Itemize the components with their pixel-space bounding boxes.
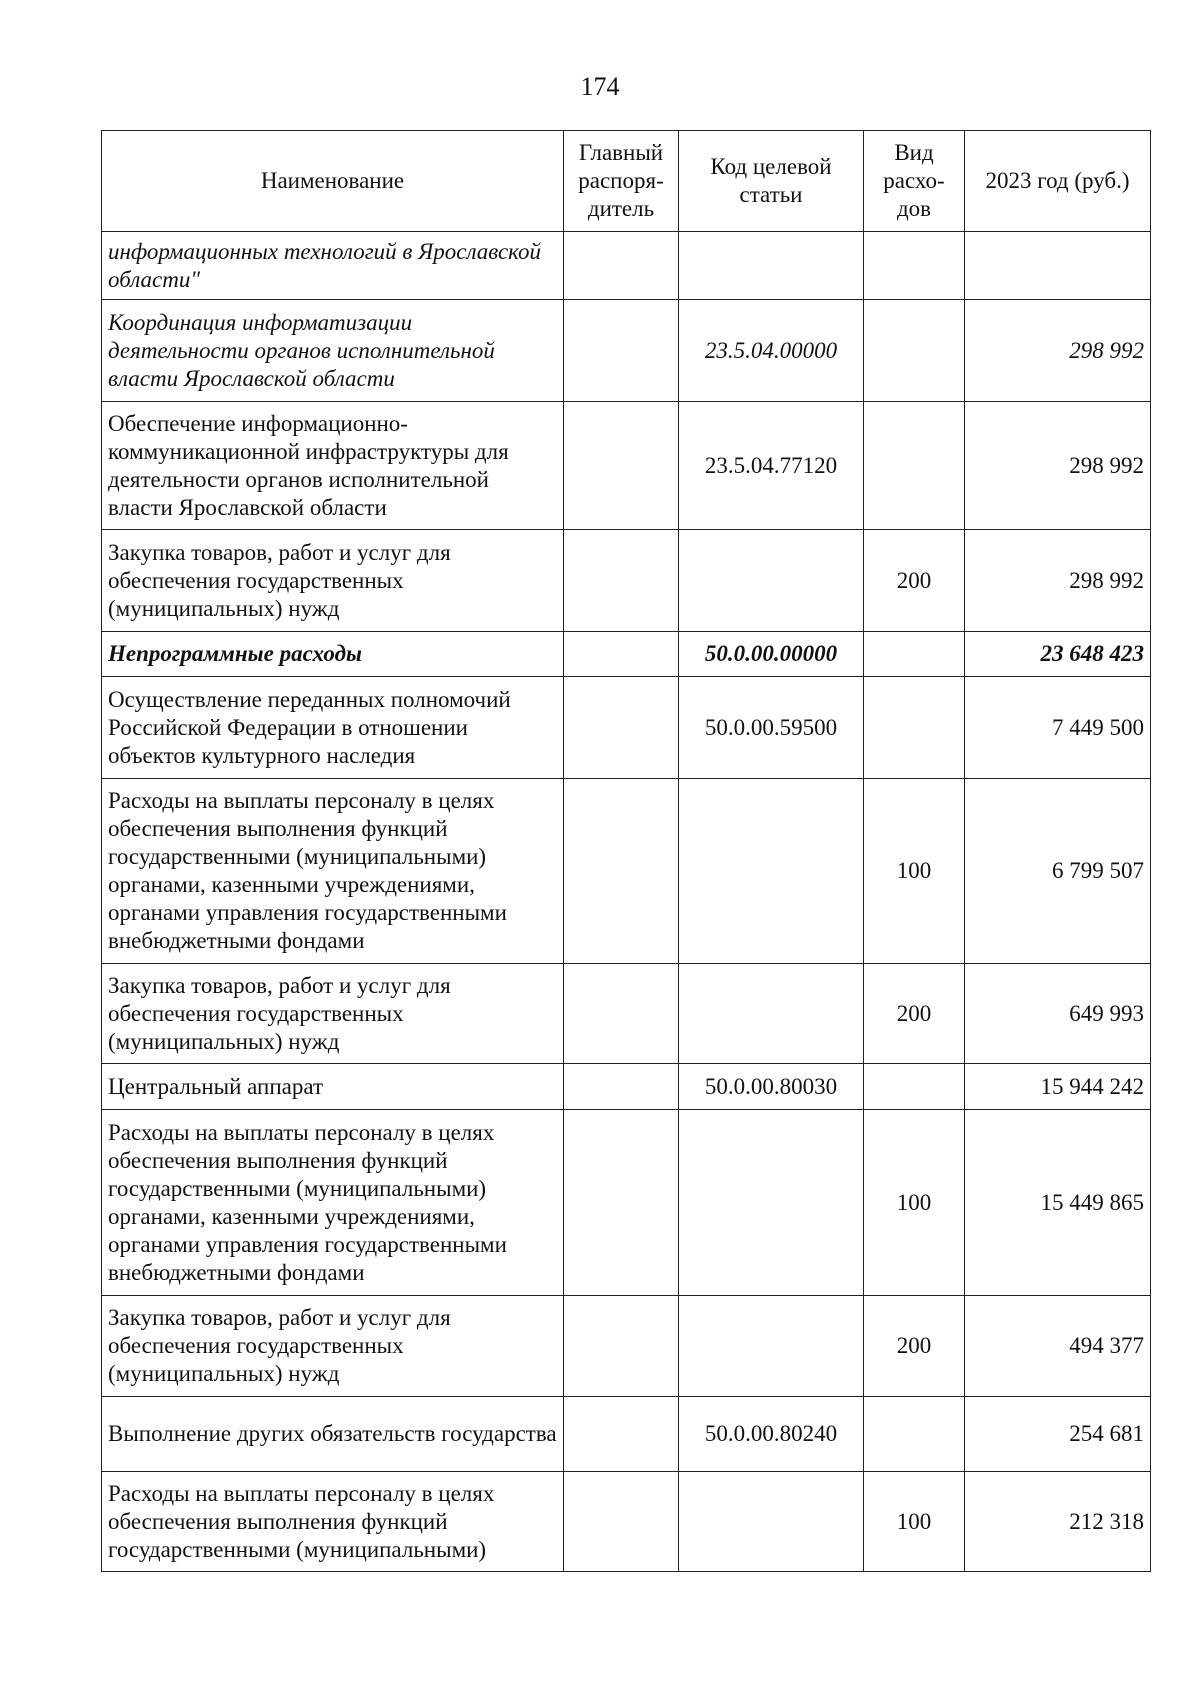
row-code [679,1110,864,1296]
table-row [102,402,1151,530]
row-name: Непрограммные расходы [102,632,564,677]
row-vid [864,632,965,677]
row-name: Расходы на выплаты персоналу в целях обеспечения выполнения функций государственными (муниципальными) [102,1472,564,1572]
header-code: Код целевой статьи [679,131,864,232]
row-admin [564,779,679,964]
row-amount: 494 377 [965,1296,1151,1397]
budget-table [101,130,1151,1572]
row-admin [564,530,679,632]
table-row [102,779,1151,964]
row-admin [564,232,679,300]
row-amount: 7 449 500 [965,677,1151,779]
row-name: Выполнение других обязательств государства [102,1397,564,1472]
table-row [102,964,1151,1064]
row-admin [564,964,679,1064]
row-code [679,1296,864,1397]
row-vid: 200 [864,964,965,1064]
row-admin [564,1472,679,1572]
table-row [102,530,1151,632]
row-name: Центральный аппарат [102,1064,564,1110]
table-row [102,677,1151,779]
row-vid: 100 [864,1472,965,1572]
row-amount: 6 799 507 [965,779,1151,964]
row-name: Расходы на выплаты персоналу в целях обеспечения выполнения функций государственными (муниципальными) органами, казенными учреждениями, органами управления государственными внебюджетными фондами [102,779,564,964]
row-code: 23.5.04.77120 [679,402,864,530]
header-amount: 2023 год (руб.) [965,131,1151,232]
row-vid: 200 [864,530,965,632]
row-amount: 15 944 242 [965,1064,1151,1110]
row-code: 50.0.00.80030 [679,1064,864,1110]
row-name: Закупка товаров, работ и услуг для обеспечения государственных (муниципальных) нужд [102,1296,564,1397]
row-code: 50.0.00.59500 [679,677,864,779]
table-row [102,232,1151,300]
row-admin [564,1064,679,1110]
row-admin [564,677,679,779]
row-code [679,1472,864,1572]
row-code: 50.0.00.00000 [679,632,864,677]
row-code: 23.5.04.00000 [679,300,864,402]
row-admin [564,1110,679,1296]
row-amount: 254 681 [965,1397,1151,1472]
row-amount: 298 992 [965,530,1151,632]
row-code: 50.0.00.80240 [679,1397,864,1472]
row-amount: 298 992 [965,402,1151,530]
row-code [679,964,864,1064]
row-vid [864,300,965,402]
table-header-row [102,131,1151,232]
table-row [102,1472,1151,1572]
table-row [102,1296,1151,1397]
row-amount: 23 648 423 [965,632,1151,677]
row-admin [564,300,679,402]
table-row [102,1110,1151,1296]
page-number: 174 [580,72,620,101]
table-row [102,1397,1151,1472]
row-vid [864,232,965,300]
table-row [102,632,1151,677]
row-amount: 649 993 [965,964,1151,1064]
row-amount [965,232,1151,300]
row-code [679,779,864,964]
row-admin [564,1397,679,1472]
header-name: Наименование [102,131,564,232]
row-amount: 298 992 [965,300,1151,402]
row-vid: 200 [864,1296,965,1397]
row-vid: 100 [864,1110,965,1296]
row-code [679,232,864,300]
row-vid [864,1064,965,1110]
row-admin [564,632,679,677]
row-vid [864,677,965,779]
row-name: Закупка товаров, работ и услуг для обеспечения государственных (муниципальных) нужд [102,530,564,632]
header-admin: Главный распоря-дитель [564,131,679,232]
row-vid [864,402,965,530]
row-admin [564,402,679,530]
table-row [102,1064,1151,1110]
row-code [679,530,864,632]
row-name: Расходы на выплаты персоналу в целях обеспечения выполнения функций государственными (муниципальными) органами, казенными учреждениями, органами управления государственными внебюджетными фондами [102,1110,564,1296]
row-name: информационных технологий в Ярославской области" [102,232,564,300]
row-vid: 100 [864,779,965,964]
table-row [102,300,1151,402]
row-name: Обеспечение информационно-коммуникационной инфраструктуры для деятельности органов исполнительной власти Ярославской области [102,402,564,530]
row-admin [564,1296,679,1397]
row-name: Осуществление переданных полномочий Российской Федерации в отношении объектов культурного наследия [102,677,564,779]
row-name: Закупка товаров, работ и услуг для обеспечения государственных (муниципальных) нужд [102,964,564,1064]
row-amount: 15 449 865 [965,1110,1151,1296]
row-vid [864,1397,965,1472]
row-name: Координация информатизации деятельности органов исполнительной власти Ярославской области [102,300,564,402]
header-vid: Вид расхо-дов [864,131,965,232]
row-amount: 212 318 [965,1472,1151,1572]
